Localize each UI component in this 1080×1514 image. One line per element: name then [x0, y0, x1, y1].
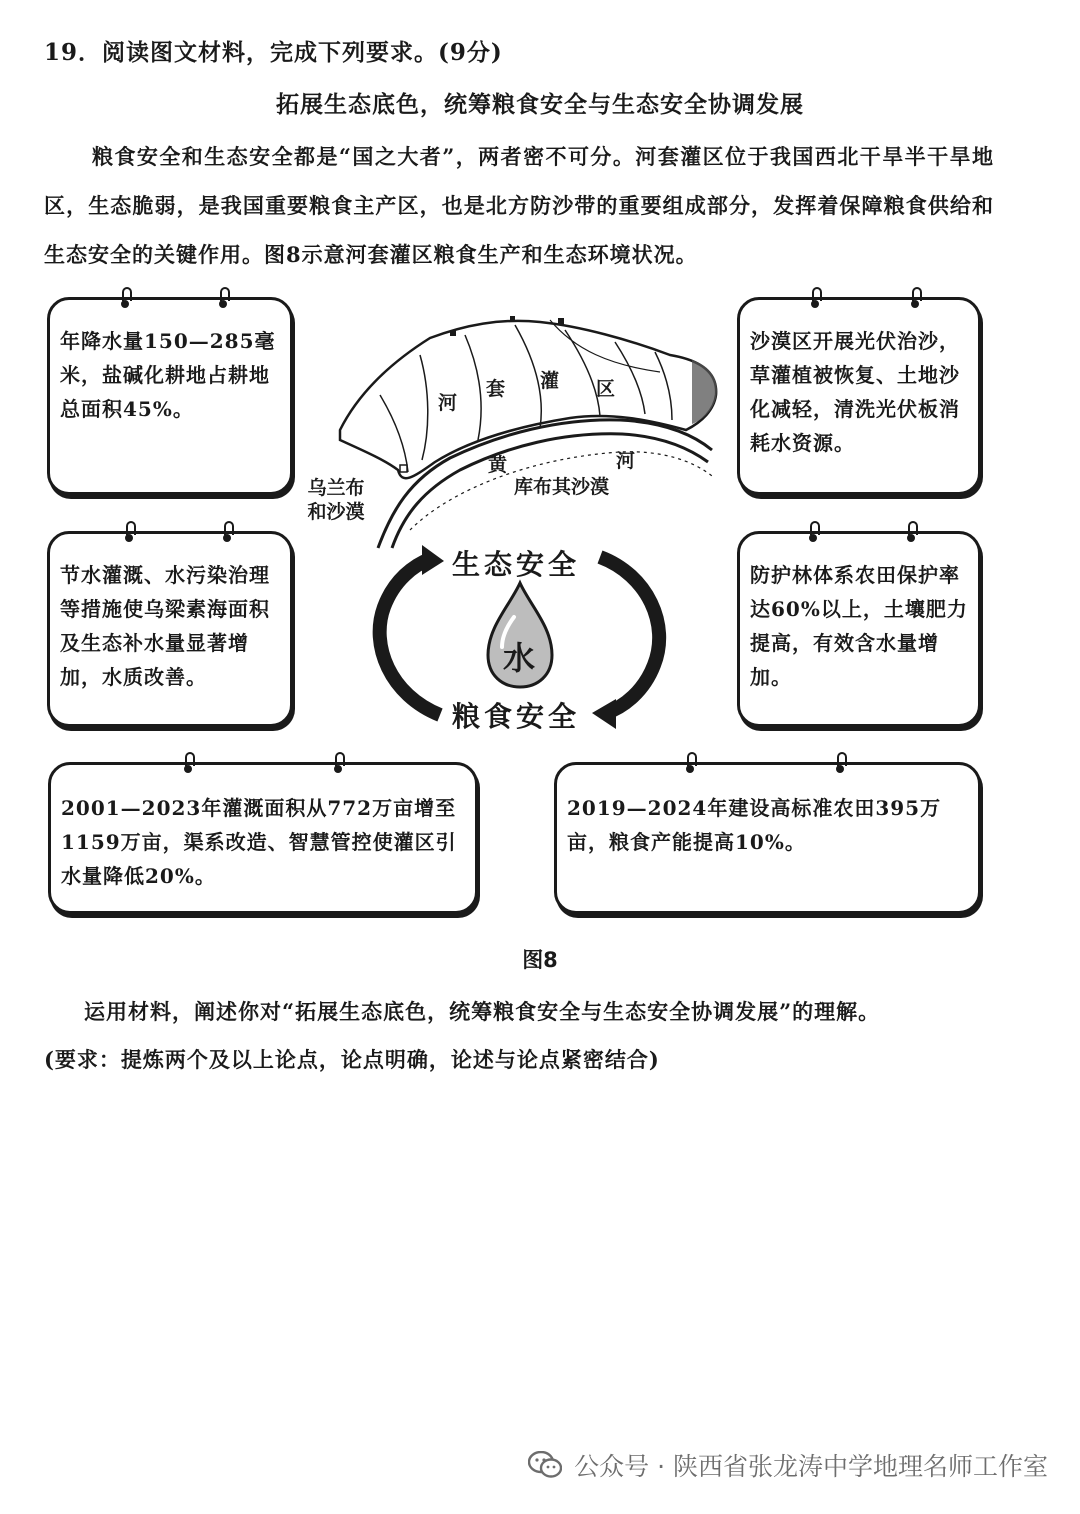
ring-icon	[906, 521, 916, 543]
note-text: 防护林体系农田保护率达60%以上，土壤肥力提高，有效含水量增加。	[750, 563, 968, 689]
map-label-region: 河	[438, 392, 458, 414]
ring-icon	[685, 752, 695, 774]
hetao-map	[300, 300, 732, 550]
wechat-icon	[528, 1451, 562, 1479]
ring-icon	[810, 287, 820, 309]
watermark-text: 公众号 · 陕西省张龙涛中学地理名师工作室	[574, 1452, 1048, 1481]
note-shelterbelt	[737, 531, 981, 727]
note-water-saving	[47, 531, 293, 727]
watermark	[528, 1447, 1048, 1483]
question-header: 19．阅读图文材料，完成下列要求。(9分)	[44, 39, 503, 66]
map-label-region: 灌	[540, 370, 560, 392]
map-label-ulan-buh: 乌兰布和沙漠	[307, 477, 365, 523]
ring-icon	[222, 521, 232, 543]
note-irrigation-area	[48, 762, 478, 914]
note-text: 2001—2023年灌溉面积从772万亩增至1159万亩，渠系改造、智慧管控使灌区引水量降低20%。	[61, 796, 457, 888]
material-title: 拓展生态底色，统筹粮食安全与生态安全协调发展	[276, 91, 804, 118]
cycle-label-eco-security: 生态安全	[452, 548, 581, 581]
water-drop-label: 水	[503, 639, 536, 677]
task-requirements: (要求：提炼两个及以上论点，论点明确，论述与论点紧密结合)	[44, 1047, 660, 1072]
note-farmland	[554, 762, 981, 914]
note-text: 年降水量150—285毫米，盐碱化耕地占耕地总面积45%。	[60, 329, 276, 421]
map-label-river: 河	[616, 450, 636, 472]
task-prompt: 运用材料，阐述你对“拓展生态底色，统筹粮食安全与生态安全协调发展”的理解。	[84, 999, 881, 1024]
ring-icon	[183, 752, 193, 774]
ring-icon	[120, 287, 130, 309]
material-intro: 粮食安全和生态安全都是“国之大者”，两者密不可分。河套灌区位于我国西北干旱半干旱地区，生态脆弱，是我国重要粮食主产区，也是北方防沙带的重要组成部分，发挥着保障粮食供给和生态安全的关键作用。图8示意河套灌区粮食生产和生态环境状况。	[44, 144, 994, 267]
note-text: 沙漠区开展光伏治沙，草灌植被恢复、土地沙化减轻，清洗光伏板消耗水资源。	[750, 329, 960, 455]
ring-icon	[333, 752, 343, 774]
note-text: 节水灌溉、水污染治理等措施使乌梁素海面积及生态补水量显著增加，水质改善。	[60, 563, 270, 689]
note-photovoltaic	[737, 297, 981, 495]
note-text: 2019—2024年建设高标准农田395万亩，粮食产能提高10%。	[567, 796, 942, 854]
note-precipitation	[47, 297, 293, 495]
map-label-region: 区	[596, 378, 616, 400]
map-label-region: 套	[486, 378, 506, 400]
ring-icon	[835, 752, 845, 774]
map-label-river: 黄	[488, 454, 508, 476]
ring-icon	[808, 521, 818, 543]
ring-icon	[218, 287, 228, 309]
map-label-kubuqi: 库布其沙漠	[514, 476, 610, 498]
figure-caption: 图8	[522, 948, 558, 972]
ring-icon	[124, 521, 134, 543]
cycle-label-food-security: 粮食安全	[452, 700, 581, 733]
ring-icon	[910, 287, 920, 309]
water-cycle-diagram	[370, 535, 670, 735]
